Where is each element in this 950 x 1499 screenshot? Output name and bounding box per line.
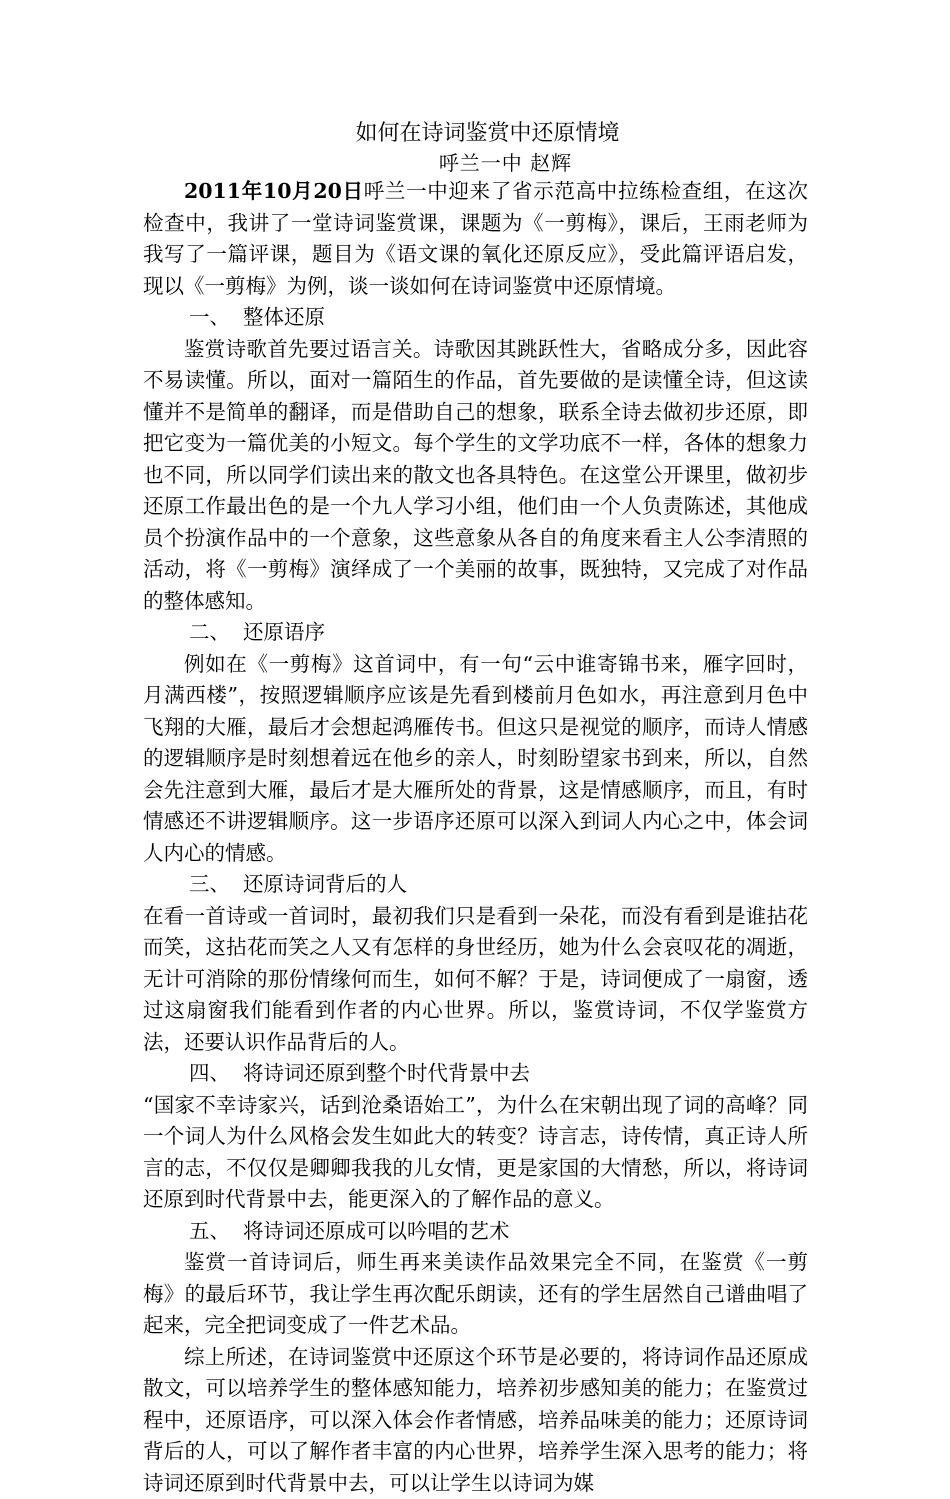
intro-paragraph [143,176,808,302]
section-2-paragraph: 例如在《一剪梅》这首词中，有一句“云中谁寄锦书来，雁字回时，月满西楼”，按照逻辑顺序应该是先看到楼前月色如水，再注意到月色中飞翔的大雁，最后才会想起鸿雁传书。但这只是视觉的顺序，而诗人情感的逻辑顺序是时刻想着远在他乡的亲人，时刻盼望家书到来，所以，自然会先注意到大雁，最后才是大雁所处的背景，这是情感顺序，而且，有时情感还不讲逻辑顺序。这一步语序还原可以深入到词人内心之中，体会词人内心的情感。 [143,649,808,870]
document-author: 呼兰一中 赵辉 [143,150,808,176]
section-heading-4: 四、 将诗词还原到整个时代背景中去 [143,1058,808,1090]
section-heading-5: 五、 将诗词还原成可以吟唱的艺术 [143,1216,808,1248]
document-page [143,118,808,1499]
conclusion-paragraph: 综上所述，在诗词鉴赏中还原这个环节是必要的，将诗词作品还原成散文，可以培养学生的整体感知能力，培养初步感知美的能力；在鉴赏过程中，还原语序，可以深入体会作者情感，培养品味美的能力；还原诗词背后的人，可以了解作者丰富的内心世界，培养学生深入思考的能力；将诗词还原到时代背景中去，可以让学生以诗词为媒 [143,1342,808,1499]
intro-date: 2011年10月20日 [184,179,364,203]
document-title: 如何在诗词鉴赏中还原情境 [143,118,808,150]
section-3-paragraph: 在看一首诗或一首词时，最初我们只是看到一朵花，而没有看到是谁拈花而笑，这拈花而笑之人又有怎样的身世经历，她为什么会哀叹花的凋逝，无计可消除的那份情缘何而生，如何不解？于是，诗词便成了一扇窗，透过这扇窗我们能看到作者的内心世界。所以，鉴赏诗词，不仅学鉴赏方法，还要认识作品背后的人。 [143,901,808,1059]
section-1-paragraph: 鉴赏诗歌首先要过语言关。诗歌因其跳跃性大，省略成分多，因此容不易读懂。所以，面对一篇陌生的作品，首先要做的是读懂全诗，但这读懂并不是简单的翻译，而是借助自己的想象，联系全诗去做初步还原，即把它变为一篇优美的小短文。每个学生的文学功底不一样，各体的想象力也不同，所以同学们读出来的散文也各具特色。在这堂公开课里，做初步还原工作最出色的是一个九人学习小组，他们由一个人负责陈述，其他成员个扮演作品中的一个意象，这些意象从各自的角度来看主人公李清照的活动，将《一剪梅》演绎成了一个美丽的故事，既独特，又完成了对作品的整体感知。 [143,334,808,618]
section-heading-1: 一、 整体还原 [143,302,808,334]
intro-text: 呼兰一中迎来了省示范高中拉练检查组，在这次检查中，我讲了一堂诗词鉴赏课，课题为《一剪梅》，课后，王雨老师为我写了一篇评课，题目为《语文课的氧化还原反应》，受此篇评语启发，现以《一剪梅》为例，谈一谈如何在诗词鉴赏中还原情境。 [143,179,808,298]
section-heading-2: 二、 还原语序 [143,617,808,649]
section-4-paragraph: “国家不幸诗家兴，话到沧桑语始工”，为什么在宋朝出现了词的高峰？同一个词人为什么风格会发生如此大的转变？诗言志，诗传情，真正诗人所言的志，不仅仅是卿卿我我的儿女情，更是家国的大情愁，所以，将诗词还原到时代背景中去，能更深入的了解作品的意义。 [143,1090,808,1216]
section-5-paragraph: 鉴赏一首诗词后，师生再来美读作品效果完全不同，在鉴赏《一剪梅》的最后环节，我让学生再次配乐朗读，还有的学生居然自己谱曲唱了起来，完全把词变成了一件艺术品。 [143,1247,808,1342]
document-body [143,176,808,1499]
section-heading-3: 三、 还原诗词背后的人 [143,869,808,901]
